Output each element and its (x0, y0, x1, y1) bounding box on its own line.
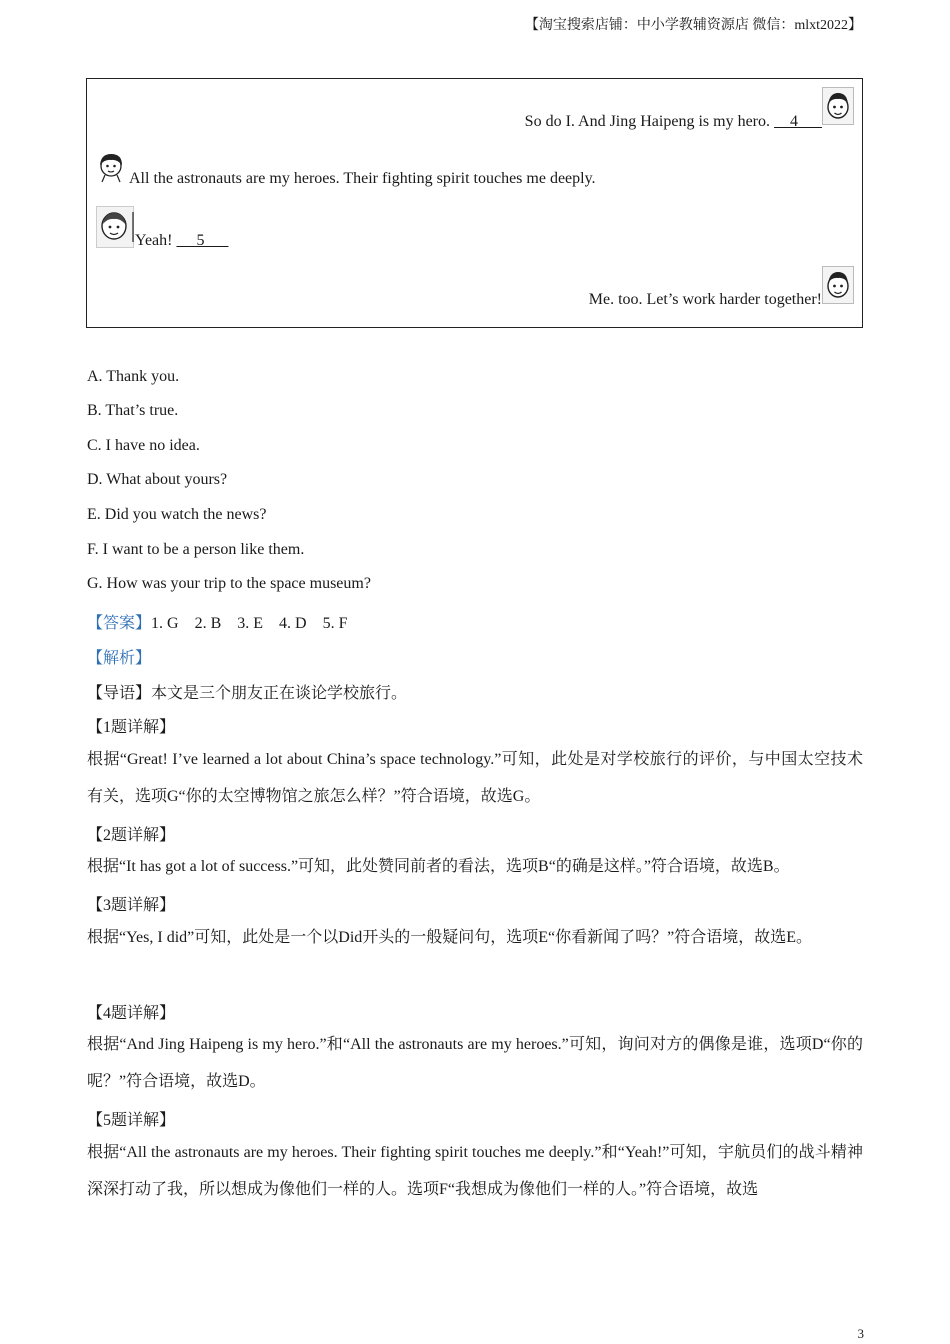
detail-5-text: 根据“All the astronauts are my heroes. Their fighting spirit touches me deeply.”和“Yeah!”可知，宇航员们的战斗精神深深打动了我，所以想成为像他们一样的人。选项F“我想成为像他们一样的人。”符合语境，故选 (87, 1144, 863, 1198)
intro-text: 【导语】本文是三个朋友正在谈论学校旅行。 (87, 685, 408, 702)
analysis-label: 【解析】 (87, 650, 152, 667)
astronaut-avatar-icon (96, 206, 134, 248)
girl-avatar-icon (96, 151, 126, 183)
answer-values: 1. G 2. B 3. E 4. D 5. F (151, 615, 348, 632)
detail-3-text: 根据“Yes, I did”可知，此处是一个以Did开头的一般疑问句，选项E“你看新闻了吗？”符合语境，故选E。 (87, 929, 813, 946)
option-f: F. I want to be a person like them. (87, 541, 305, 558)
header-note: 【淘宝搜索店铺：中小学教辅资源店 微信：mlxt2022】 (524, 18, 862, 33)
blank-5: 5 (176, 232, 229, 249)
detail-2-title: 【2题详解】 (87, 827, 176, 844)
detail-1-text: 根据“Great! I’ve learned a lot about China’s space technology.”可知，此处是对学校旅行的评价，与中国太空技术有关，选项G“你的太空博物馆之旅怎么样？”符合语境，故选G。 (87, 751, 863, 805)
option-d: D. What about yours? (87, 471, 228, 488)
dialogue-line-4: Me. too. Let’s work harder together! (588, 291, 822, 308)
answer-line (87, 610, 347, 633)
detail-2-text: 根据“It has got a lot of success.”可知，此处赞同前者的看法，选项B“的确是这样。”符合语境，故选B。 (87, 858, 790, 875)
blank-4: 4 (774, 113, 822, 130)
option-b: B. That’s true. (87, 402, 179, 419)
boy-avatar-icon (822, 266, 854, 304)
dialogue-line-2: All the astronauts are my heroes. Their fighting spirit touches me deeply. (129, 170, 596, 187)
detail-4-title: 【4题详解】 (87, 1005, 176, 1022)
boy-avatar-icon (822, 87, 854, 125)
option-a: A. Thank you. (87, 368, 180, 385)
option-c: C. I have no idea. (87, 437, 200, 454)
detail-3-title: 【3题详解】 (87, 897, 176, 914)
dialogue-line-1 (525, 113, 822, 131)
dialogue-line-3 (135, 232, 228, 250)
option-g: G. How was your trip to the space museum? (87, 575, 371, 592)
detail-1-title: 【1题详解】 (87, 719, 176, 736)
page-number: 3 (857, 1326, 864, 1341)
dialogue-box (86, 78, 863, 328)
option-e: E. Did you watch the news? (87, 506, 267, 523)
dialogue-line-1-text: So do I. And Jing Haipeng is my hero. (524, 113, 774, 130)
dialogue-line-3-text: Yeah! (135, 232, 177, 249)
detail-5-title: 【5题详解】 (87, 1112, 176, 1129)
detail-4-text: 根据“And Jing Haipeng is my hero.”和“All the astronauts are my heroes.”可知，询问对方的偶像是谁，选项D“你的呢？”符合语境，故选D。 (87, 1036, 863, 1090)
answer-label: 【答案】 (87, 615, 152, 632)
